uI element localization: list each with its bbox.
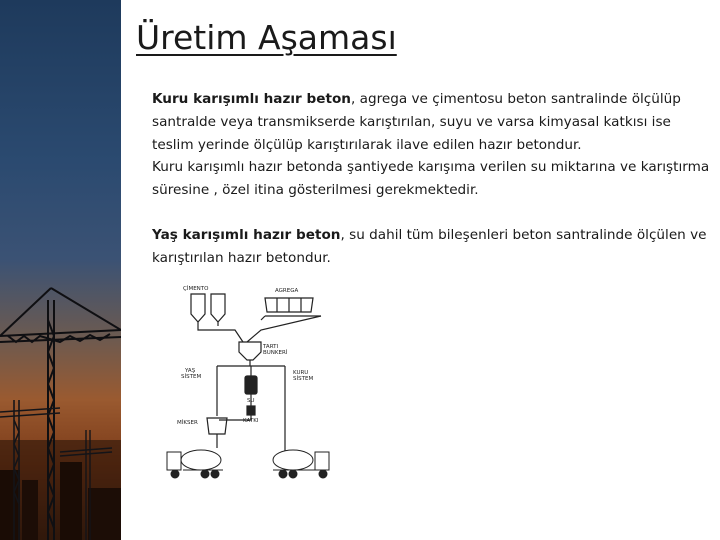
ready-mix-process-diagram [165,280,335,485]
dry-mix-truck [273,450,329,478]
wet-mix-definition: , su dahil tüm bileşenleri beton santralinde ölçülen ve karıştırılan hazır betondur. [152,226,707,266]
wet-system-label-2: SİSTEM [181,374,202,380]
weigh-bunker-label-1: TARTI [263,344,279,350]
dry-system-label-1: KURU [293,370,309,376]
cement-label: ÇİMENTO [183,286,209,292]
dry-mix-paragraph [152,88,712,156]
construction-photo-panel [0,0,121,540]
dry-mix-term: Kuru karışımlı hazır beton [152,91,351,107]
weigh-bunker-label-2: BUNKERİ [263,350,288,356]
dry-mix-definition: , agrega ve çimentosu beton santralinde ölçülüp santralde veya transmikserde karıştırılan, suyu ve varsa kimyasal katkısı ise teslim yerinde ölçülüp karıştırılarak ilave edilen hazır betondur. [152,91,681,153]
mixer-label: MİKSER [177,420,198,426]
cement-silo-left [191,294,205,322]
water-label: SU [247,398,255,404]
aggregate-label: AGREGA [275,288,299,294]
crane-silhouette-icon [0,0,121,540]
wet-mix-paragraph [152,224,712,270]
admixture-label: KATKI [243,418,259,424]
wet-system-label-1: YAŞ [185,368,196,374]
cement-silo-right [211,294,225,322]
weigh-bunker [239,342,261,360]
dry-system-label-2: SİSTEM [293,376,314,382]
admixture-tank [247,406,255,415]
wet-mix-term: Yaş karışımlı hazır beton [152,226,341,243]
wet-mix-truck [167,450,223,478]
dry-mix-note: Kuru karışımlı hazır betonda şantiyede karışıma verilen su miktarına ve karıştırma süresine , özel itina gösterilmesi gerekmektedir. [152,159,710,199]
content-text [152,88,712,270]
page-title: Üretim Aşaması [136,18,397,57]
water-tank [245,376,257,394]
